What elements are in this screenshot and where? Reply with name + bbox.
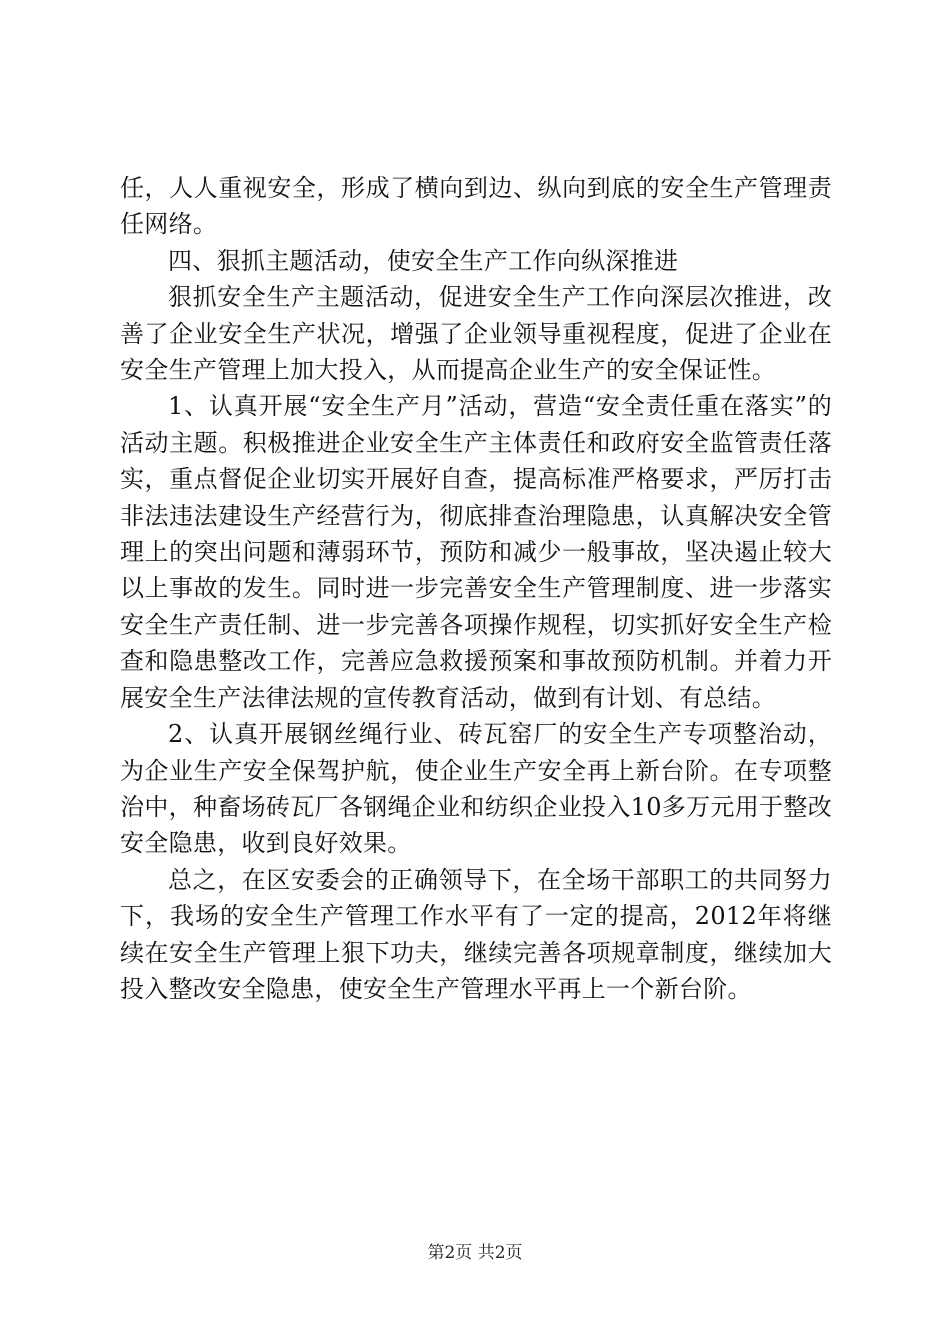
paragraph-item-2: 2、认真开展钢丝绳行业、砖瓦窑厂的安全生产专项整治动，为企业生产安全保驾护航，使企业生产安全再上新台阶。在专项整治中，种畜场砖瓦厂各钢绳企业和纺织企业投入10多万元用于整改安全隐患，收到良好效果。 [120, 720, 832, 858]
paragraph-item-1: 1、认真开展“安全生产月”活动，营造“安全责任重在落实”的活动主题。积极推进企业安全生产主体责任和政府安全监管责任落实，重点督促企业切实开展好自查，提高标准严格要求，严厉打击非法违法建设生产经营行为，彻底排查治理隐患，认真解决安全管理上的突出问题和薄弱环节，预防和减少一般事故，坚决遏止较大以上事故的发生。同时进一步完善安全生产管理制度、进一步落实安全生产责任制、进一步完善各项操作规程，切实抓好安全生产检查和隐患整改工作，完善应急救援预案和事故预防机制。并着力开展安全生产法律法规的宣传教育活动，做到有计划、有总结。 [120, 392, 832, 712]
paragraph-intro: 狠抓安全生产主题活动，促进安全生产工作向深层次推进，改善了企业安全生产状况，增强了企业领导重视程度，促进了企业在安全生产管理上加大投入，从而提高企业生产的安全保证性。 [120, 283, 832, 385]
paragraph-summary: 总之，在区安委会的正确领导下，在全场干部职工的共同努力下，我场的安全生产管理工作水平有了一定的提高，2012年将继续在安全生产管理上狠下功夫，继续完善各项规章制度，继续加大投入整改安全隐患，使安全生产管理水平再上一个新台阶。 [120, 865, 832, 1003]
paragraph-continuation: 任，人人重视安全，形成了横向到边、纵向到底的安全生产管理责任网络。 [120, 174, 832, 239]
document-body [120, 170, 832, 1007]
section-heading: 四、狠抓主题活动，使安全生产工作向纵深推进 [168, 246, 679, 275]
page-number-footer: 第2页 共2页 [427, 1243, 523, 1263]
